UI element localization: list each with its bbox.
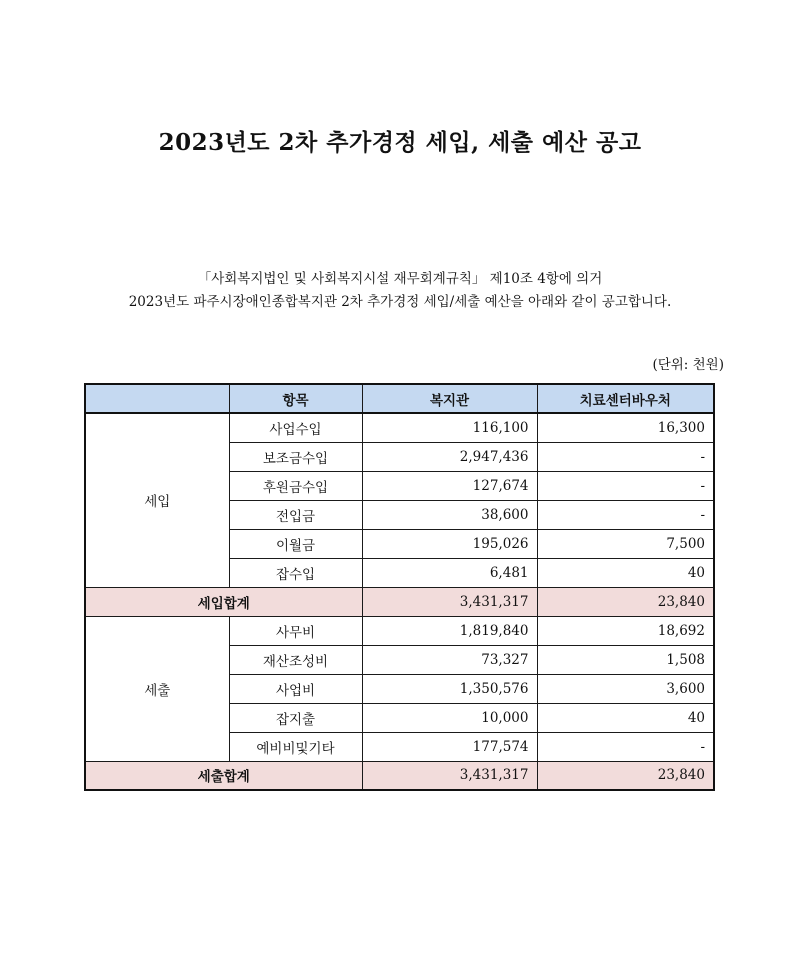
row-item: 재산조성비: [229, 645, 362, 674]
intro-line-2: 2023년도 파주시장애인종합복지관 2차 추가경정 세입/세출 예산을 아래와 같이 공고합니다.: [128, 294, 672, 310]
revenue-total-label: 세입합계: [85, 587, 362, 616]
expense-total-voucher: 23,840: [537, 761, 714, 790]
intro-text: [0, 268, 800, 314]
table-row: [85, 616, 714, 645]
expense-total-welfare: 3,431,317: [362, 761, 537, 790]
header-item: 항목: [229, 384, 362, 413]
revenue-total-row: [85, 587, 714, 616]
page-title: 2023년도 2차 추가경정 세입, 세출 예산 공고: [158, 129, 642, 156]
row-item: 예비비및기타: [229, 732, 362, 761]
row-welfare-value: 127,674: [362, 471, 537, 500]
row-item: 사업수입: [229, 413, 362, 442]
row-item: 이월금: [229, 529, 362, 558]
row-voucher-value: 3,600: [537, 674, 714, 703]
header-group: [85, 384, 229, 413]
row-welfare-value: 1,350,576: [362, 674, 537, 703]
revenue-total-welfare: 3,431,317: [362, 587, 537, 616]
row-item: 잡수입: [229, 558, 362, 587]
row-item: 사업비: [229, 674, 362, 703]
row-voucher-value: -: [537, 442, 714, 471]
table-row: [85, 413, 714, 442]
row-welfare-value: 177,574: [362, 732, 537, 761]
row-voucher-value: 1,508: [537, 645, 714, 674]
row-welfare-value: 195,026: [362, 529, 537, 558]
row-item: 사무비: [229, 616, 362, 645]
row-welfare-value: 73,327: [362, 645, 537, 674]
row-welfare-value: 116,100: [362, 413, 537, 442]
row-welfare-value: 10,000: [362, 703, 537, 732]
row-welfare-value: 6,481: [362, 558, 537, 587]
row-voucher-value: 18,692: [537, 616, 714, 645]
row-voucher-value: 40: [537, 703, 714, 732]
revenue-group-label: 세입: [85, 413, 229, 587]
row-welfare-value: 1,819,840: [362, 616, 537, 645]
budget-table: [84, 383, 715, 791]
row-item: 후원금수입: [229, 471, 362, 500]
header-welfare-center: 복지관: [362, 384, 537, 413]
expense-total-row: [85, 761, 714, 790]
row-voucher-value: -: [537, 471, 714, 500]
intro-line-1: 「사회복지법인 및 사회복지시설 재무회계규칙」 제10조 4항에 의거: [197, 271, 603, 287]
row-voucher-value: 16,300: [537, 413, 714, 442]
row-item: 전입금: [229, 500, 362, 529]
row-voucher-value: -: [537, 500, 714, 529]
row-item: 잡지출: [229, 703, 362, 732]
row-item: 보조금수입: [229, 442, 362, 471]
row-welfare-value: 2,947,436: [362, 442, 537, 471]
expense-total-label: 세출합계: [85, 761, 362, 790]
header-therapy-voucher: 치료센터바우처: [537, 384, 714, 413]
row-voucher-value: -: [537, 732, 714, 761]
unit-label: (단위: 천원): [652, 357, 724, 373]
row-voucher-value: 40: [537, 558, 714, 587]
row-welfare-value: 38,600: [362, 500, 537, 529]
revenue-total-voucher: 23,840: [537, 587, 714, 616]
table-header-row: [85, 384, 714, 413]
expense-group-label: 세출: [85, 616, 229, 761]
row-voucher-value: 7,500: [537, 529, 714, 558]
